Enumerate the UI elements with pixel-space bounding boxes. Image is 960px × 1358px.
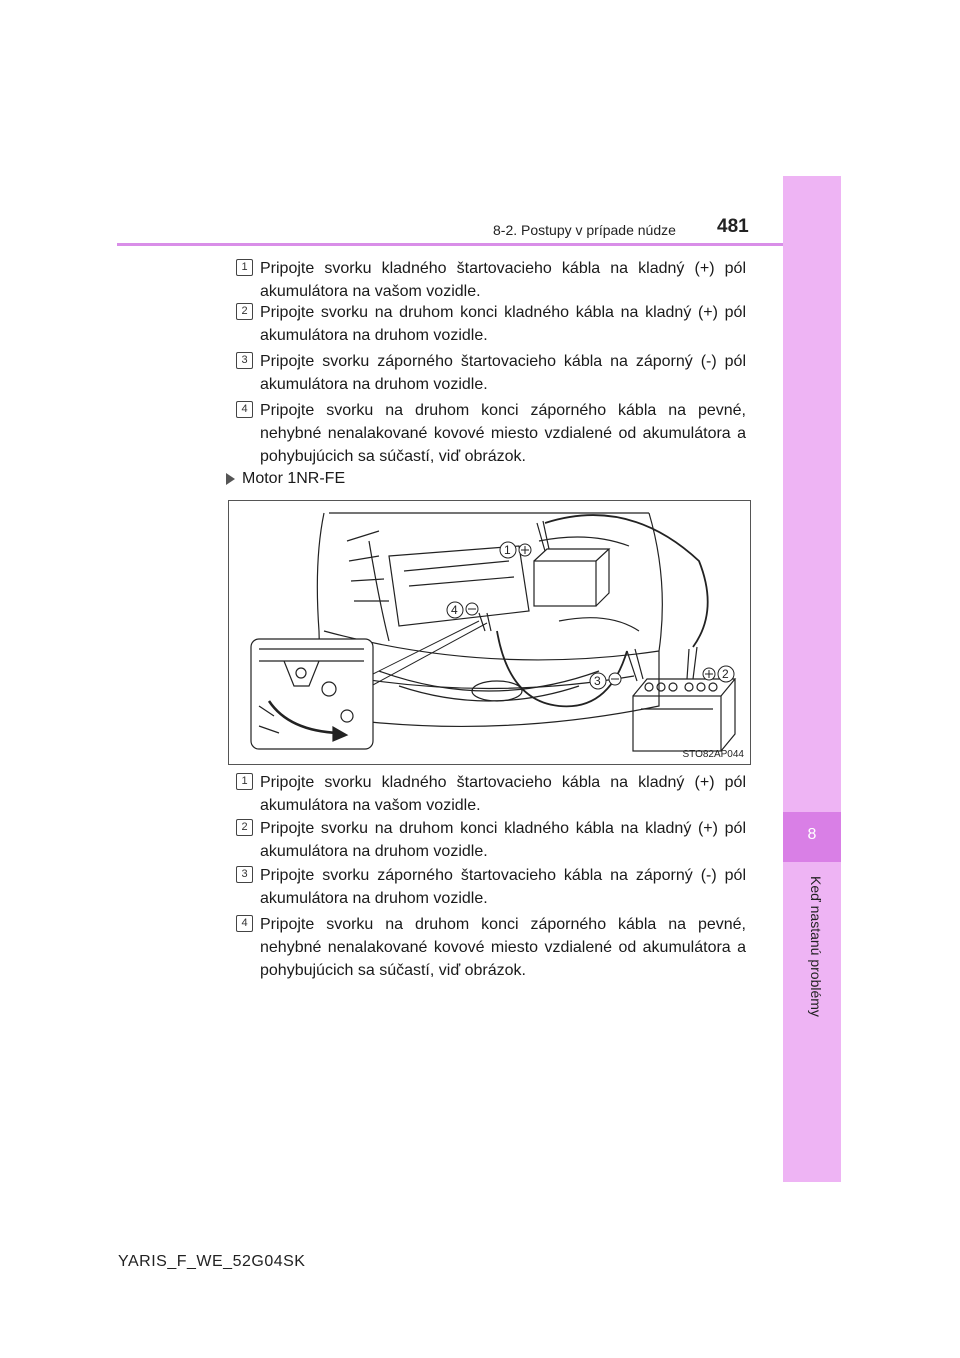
figure-code: STO82AP044 [682,749,744,760]
document-code: YARIS_F_WE_52G04SK [118,1253,306,1270]
step-number-badge: 2 [236,303,253,320]
step-number-badge: 3 [236,866,253,883]
page-number: 481 [717,216,749,237]
step-item [236,913,746,982]
step-item [236,864,746,910]
step-text: Pripojte svorku kladného štartovacieho kábla na kladný (+) pól akumulátora na vašom vozidle. [260,774,746,814]
chapter-number: 8 [807,826,817,843]
engine-bay-drawing [229,501,750,764]
step-text: Pripojte svorku záporného štartovacieho kábla na záporný (-) pól akumulátora na druhom vozidle. [260,353,746,393]
step-text: Pripojte svorku kladného štartovacieho kábla na kladný (+) pól akumulátora na vašom vozidle. [260,260,746,300]
callout-2: 2 [722,667,729,681]
callout-4: 4 [451,603,458,617]
engine-variant-label: Motor 1NR-FE [242,470,346,487]
jump-start-illustration [228,500,751,765]
step-number-badge: 1 [236,259,253,276]
step-text: Pripojte svorku záporného štartovacieho kábla na záporný (-) pól akumulátora na druhom vozidle. [260,867,746,907]
step-text: Pripojte svorku na druhom konci kladného kábla na kladný (+) pól akumulátora na druhom vozidle. [260,304,746,344]
step-item [236,771,746,817]
callout-3: 3 [594,674,601,688]
step-text: Pripojte svorku na druhom konci záporného kábla na pevné, nehybné nenalakované kovové miesto vzdialené od akumulátora a pohybujúcich sa súčastí, viď obrázok. [260,916,746,979]
step-number-badge: 1 [236,773,253,790]
step-item [236,257,746,303]
chapter-title: Keď nastanú problémy [808,876,824,1017]
step-text: Pripojte svorku na druhom konci záporného kábla na pevné, nehybné nenalakované kovové miesto vzdialené od akumulátora a pohybujúcich sa súčastí, viď obrázok. [260,402,746,465]
step-item [236,399,746,468]
step-text: Pripojte svorku na druhom konci kladného kábla na kladný (+) pól akumulátora na druhom vozidle. [260,820,746,860]
step-item [236,301,746,347]
engine-variant-heading [226,470,345,488]
callout-1: 1 [504,543,511,557]
step-number-badge: 4 [236,401,253,418]
step-item [236,817,746,863]
step-number-badge: 2 [236,819,253,836]
step-item [236,350,746,396]
step-number-badge: 4 [236,915,253,932]
section-title: 8-2. Postupy v prípade núdze [493,222,676,238]
header-divider [117,243,783,246]
triangle-bullet-icon [226,473,235,485]
step-number-badge: 3 [236,352,253,369]
